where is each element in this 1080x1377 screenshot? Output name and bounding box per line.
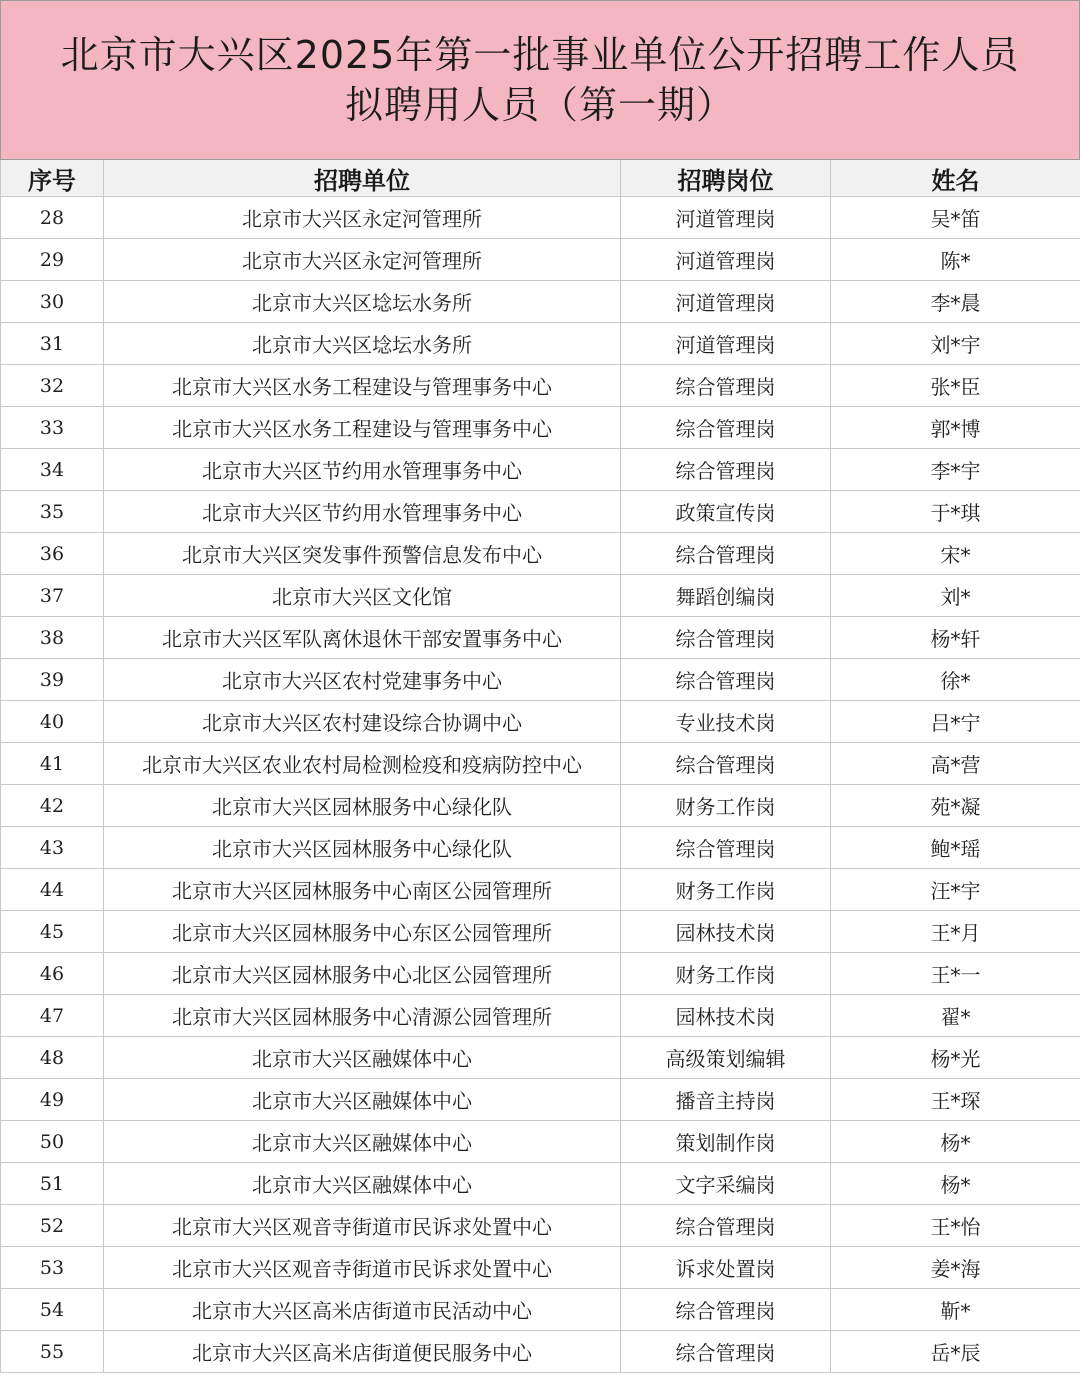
cell-unit: 北京市大兴区观音寺街道市民诉求处置中心 <box>104 1247 621 1289</box>
cell-post: 诉求处置岗 <box>621 1247 831 1289</box>
cell-name: 杨*轩 <box>831 617 1080 659</box>
cell-post: 综合管理岗 <box>621 743 831 785</box>
cell-name: 徐* <box>831 659 1080 701</box>
cell-name: 汪*宇 <box>831 869 1080 911</box>
table-row <box>1 869 1080 911</box>
cell-post: 综合管理岗 <box>621 659 831 701</box>
cell-index: 43 <box>1 827 104 869</box>
cell-index: 46 <box>1 953 104 995</box>
cell-index: 37 <box>1 575 104 617</box>
cell-index: 30 <box>1 281 104 323</box>
cell-post: 财务工作岗 <box>621 869 831 911</box>
cell-unit: 北京市大兴区节约用水管理事务中心 <box>104 491 621 533</box>
table-row <box>1 1079 1080 1121</box>
cell-index: 35 <box>1 491 104 533</box>
cell-index: 40 <box>1 701 104 743</box>
table-header-row <box>1 160 1080 197</box>
table-row <box>1 407 1080 449</box>
hiring-roster-table <box>0 160 1080 1373</box>
cell-post: 河道管理岗 <box>621 239 831 281</box>
table-row <box>1 1163 1080 1205</box>
table-row <box>1 449 1080 491</box>
cell-index: 49 <box>1 1079 104 1121</box>
cell-name: 杨* <box>831 1163 1080 1205</box>
header-index: 序号 <box>1 160 104 197</box>
cell-post: 策划制作岗 <box>621 1121 831 1163</box>
cell-index: 29 <box>1 239 104 281</box>
cell-name: 吴*笛 <box>831 197 1080 239</box>
header-name: 姓名 <box>831 160 1080 197</box>
cell-name: 靳* <box>831 1289 1080 1331</box>
cell-index: 51 <box>1 1163 104 1205</box>
header-unit: 招聘单位 <box>104 160 621 197</box>
cell-post: 政策宣传岗 <box>621 491 831 533</box>
cell-unit: 北京市大兴区节约用水管理事务中心 <box>104 449 621 491</box>
cell-name: 陈* <box>831 239 1080 281</box>
cell-unit: 北京市大兴区农村党建事务中心 <box>104 659 621 701</box>
cell-index: 36 <box>1 533 104 575</box>
document-title-banner <box>0 0 1080 160</box>
cell-name: 王*怡 <box>831 1205 1080 1247</box>
table-row <box>1 533 1080 575</box>
table-row <box>1 827 1080 869</box>
cell-unit: 北京市大兴区融媒体中心 <box>104 1163 621 1205</box>
cell-unit: 北京市大兴区园林服务中心北区公园管理所 <box>104 953 621 995</box>
cell-post: 综合管理岗 <box>621 1205 831 1247</box>
cell-unit: 北京市大兴区水务工程建设与管理事务中心 <box>104 407 621 449</box>
document-title-line-1: 北京市大兴区2025年第一批事业单位公开招聘工作人员 <box>60 33 1020 77</box>
document-title-line-2: 拟聘用人员（第一期） <box>344 83 735 127</box>
cell-name: 岳*辰 <box>831 1331 1080 1373</box>
cell-unit: 北京市大兴区农业农村局检测检疫和疫病防控中心 <box>104 743 621 785</box>
table-row <box>1 701 1080 743</box>
cell-post: 综合管理岗 <box>621 407 831 449</box>
cell-unit: 北京市大兴区园林服务中心东区公园管理所 <box>104 911 621 953</box>
cell-name: 刘* <box>831 575 1080 617</box>
cell-index: 54 <box>1 1289 104 1331</box>
table-row <box>1 743 1080 785</box>
cell-name: 吕*宁 <box>831 701 1080 743</box>
cell-name: 杨*光 <box>831 1037 1080 1079</box>
table-row <box>1 659 1080 701</box>
cell-post: 综合管理岗 <box>621 365 831 407</box>
cell-index: 45 <box>1 911 104 953</box>
cell-post: 综合管理岗 <box>621 533 831 575</box>
cell-unit: 北京市大兴区军队离休退休干部安置事务中心 <box>104 617 621 659</box>
cell-unit: 北京市大兴区融媒体中心 <box>104 1037 621 1079</box>
cell-name: 高*营 <box>831 743 1080 785</box>
cell-name: 王*一 <box>831 953 1080 995</box>
cell-index: 52 <box>1 1205 104 1247</box>
table-row <box>1 1247 1080 1289</box>
cell-post: 河道管理岗 <box>621 323 831 365</box>
cell-name: 郭*博 <box>831 407 1080 449</box>
table-row <box>1 1331 1080 1373</box>
table-row <box>1 323 1080 365</box>
cell-post: 高级策划编辑 <box>621 1037 831 1079</box>
cell-index: 34 <box>1 449 104 491</box>
cell-unit: 北京市大兴区农村建设综合协调中心 <box>104 701 621 743</box>
cell-index: 31 <box>1 323 104 365</box>
table-row <box>1 281 1080 323</box>
cell-unit: 北京市大兴区埝坛水务所 <box>104 281 621 323</box>
cell-post: 河道管理岗 <box>621 281 831 323</box>
cell-name: 于*琪 <box>831 491 1080 533</box>
table-body <box>1 197 1080 1373</box>
cell-unit: 北京市大兴区文化馆 <box>104 575 621 617</box>
cell-post: 专业技术岗 <box>621 701 831 743</box>
cell-post: 文字采编岗 <box>621 1163 831 1205</box>
cell-post: 综合管理岗 <box>621 1289 831 1331</box>
cell-index: 42 <box>1 785 104 827</box>
cell-name: 刘*宇 <box>831 323 1080 365</box>
cell-name: 鲍*瑶 <box>831 827 1080 869</box>
table-row <box>1 1205 1080 1247</box>
cell-unit: 北京市大兴区高米店街道市民活动中心 <box>104 1289 621 1331</box>
cell-index: 48 <box>1 1037 104 1079</box>
cell-unit: 北京市大兴区观音寺街道市民诉求处置中心 <box>104 1205 621 1247</box>
cell-post: 河道管理岗 <box>621 197 831 239</box>
cell-unit: 北京市大兴区永定河管理所 <box>104 197 621 239</box>
cell-index: 50 <box>1 1121 104 1163</box>
cell-post: 综合管理岗 <box>621 827 831 869</box>
cell-unit: 北京市大兴区融媒体中心 <box>104 1079 621 1121</box>
table-header <box>1 160 1080 197</box>
cell-unit: 北京市大兴区永定河管理所 <box>104 239 621 281</box>
table-row <box>1 1289 1080 1331</box>
cell-name: 王*月 <box>831 911 1080 953</box>
cell-name: 李*宇 <box>831 449 1080 491</box>
table-row <box>1 575 1080 617</box>
cell-index: 41 <box>1 743 104 785</box>
cell-post: 舞蹈创编岗 <box>621 575 831 617</box>
table-row <box>1 1121 1080 1163</box>
cell-post: 综合管理岗 <box>621 617 831 659</box>
cell-unit: 北京市大兴区园林服务中心清源公园管理所 <box>104 995 621 1037</box>
cell-index: 55 <box>1 1331 104 1373</box>
cell-post: 财务工作岗 <box>621 785 831 827</box>
cell-post: 园林技术岗 <box>621 995 831 1037</box>
cell-post: 园林技术岗 <box>621 911 831 953</box>
cell-index: 38 <box>1 617 104 659</box>
table-row <box>1 491 1080 533</box>
cell-index: 32 <box>1 365 104 407</box>
table-row <box>1 953 1080 995</box>
cell-name: 李*晨 <box>831 281 1080 323</box>
cell-index: 44 <box>1 869 104 911</box>
cell-name: 张*臣 <box>831 365 1080 407</box>
table-row <box>1 785 1080 827</box>
table-row <box>1 995 1080 1037</box>
cell-unit: 北京市大兴区水务工程建设与管理事务中心 <box>104 365 621 407</box>
table-row <box>1 1037 1080 1079</box>
cell-name: 杨* <box>831 1121 1080 1163</box>
cell-unit: 北京市大兴区突发事件预警信息发布中心 <box>104 533 621 575</box>
cell-name: 翟* <box>831 995 1080 1037</box>
table-row <box>1 911 1080 953</box>
cell-unit: 北京市大兴区高米店街道便民服务中心 <box>104 1331 621 1373</box>
header-post: 招聘岗位 <box>621 160 831 197</box>
table-row <box>1 365 1080 407</box>
cell-index: 47 <box>1 995 104 1037</box>
cell-index: 28 <box>1 197 104 239</box>
cell-index: 33 <box>1 407 104 449</box>
cell-name: 姜*海 <box>831 1247 1080 1289</box>
cell-unit: 北京市大兴区园林服务中心绿化队 <box>104 827 621 869</box>
cell-name: 王*琛 <box>831 1079 1080 1121</box>
cell-post: 播音主持岗 <box>621 1079 831 1121</box>
cell-index: 39 <box>1 659 104 701</box>
cell-unit: 北京市大兴区埝坛水务所 <box>104 323 621 365</box>
cell-post: 综合管理岗 <box>621 449 831 491</box>
cell-name: 苑*凝 <box>831 785 1080 827</box>
table-row <box>1 617 1080 659</box>
cell-unit: 北京市大兴区融媒体中心 <box>104 1121 621 1163</box>
table-row <box>1 197 1080 239</box>
cell-post: 综合管理岗 <box>621 1331 831 1373</box>
cell-unit: 北京市大兴区园林服务中心绿化队 <box>104 785 621 827</box>
cell-post: 财务工作岗 <box>621 953 831 995</box>
cell-unit: 北京市大兴区园林服务中心南区公园管理所 <box>104 869 621 911</box>
cell-index: 53 <box>1 1247 104 1289</box>
cell-name: 宋* <box>831 533 1080 575</box>
table-row <box>1 239 1080 281</box>
